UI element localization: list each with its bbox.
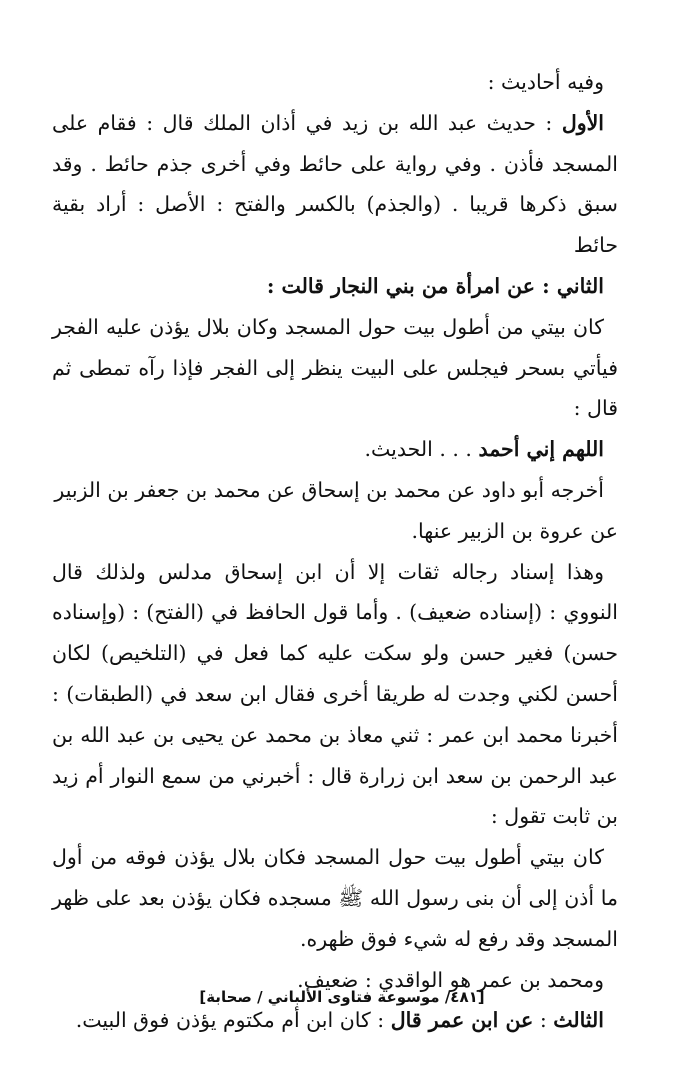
second-heading <box>52 266 618 307</box>
takhrij-line: أخرجه أبو داود عن محمد بن إسحاق عن محمد بن جعفر بن الزبير <box>54 477 604 502</box>
second-quote-line <box>52 429 618 470</box>
second-label: الثاني <box>556 273 604 298</box>
intro-line: وفيه أحاديث : <box>487 70 604 94</box>
first-paragraph <box>52 103 618 266</box>
waqidi-note: ومحمد بن عمر هو الواقدي : ضعيف. <box>297 967 604 992</box>
second-heading-text: : عن امرأة من بني النجار قالت : <box>266 273 557 298</box>
second-hadith-text-2: كان بيتي أطول بيت حول المسجد فكان بلال يؤذن فوقه من أول ما أذن إلى أن بنى رسول الله ﷺ مسجده فكان يؤذن بعد على ظهر المسجد وقد رفع له شيء فوق ظهره. <box>52 845 618 951</box>
body-text <box>52 62 618 1041</box>
second-quote: اللهم إني أحمد <box>478 437 604 462</box>
second-hadith-text: كان بيتي من أطول بيت حول المسجد وكان بلال يؤذن عليه الفجر فيأتي بسحر فيجلس على البيت ينظر إلى الفجر فإذا رآه تمطى ثم قال : <box>52 314 618 421</box>
second-quote-rest: . . . الحديث. <box>364 437 479 462</box>
third-bold: عن ابن عمر قال <box>390 1008 534 1033</box>
third-label: الثالث <box>553 1008 604 1033</box>
isnad-discussion: وهذا إسناد رجاله ثقات إلا أن ابن إسحاق مدلس ولذلك قال النووي : (إسناده ضعيف) . وأما قول الحافظ في (الفتح) : (وإسناده حسن) فغير حسن ولو سكت عليه كما فعل في (التلخيص) لكان أحسن لكني وجدت له طريقا أخرى فقال ابن سعد في (الطبقات) : أخبرنا محمد ابن عمر : ثني معاذ بن محمد عن يحيى بن عبد الله بن عبد الرحمن بن سعد ابن زرارة قال : أخبرني من سمع النوار أم زيد بن ثابت تقول : <box>52 559 618 829</box>
third-text: : كان ابن أم مكتوم يؤذن فوق البيت. <box>75 1008 391 1033</box>
third-sep: : <box>533 1008 554 1033</box>
first-sep: : <box>535 110 562 135</box>
first-label: الأول <box>561 110 604 135</box>
first-text: حديث عبد الله بن زيد في أذان الملك قال : فقام على المسجد فأذن . وفي رواية على حائط وفي أخرى جذم حائط . وقد سبق ذكرها قريبا . (والجذم) بالكسر والفتح : الأصل : أراد بقية حائط <box>52 110 618 258</box>
third-paragraph <box>52 1000 618 1041</box>
page-footer: [٤٨١/ موسوعة فتاوى الألباني / صحابة] <box>199 988 485 1006</box>
takhrij-line-end: عن عروة بن الزبير عنها. <box>411 518 618 543</box>
